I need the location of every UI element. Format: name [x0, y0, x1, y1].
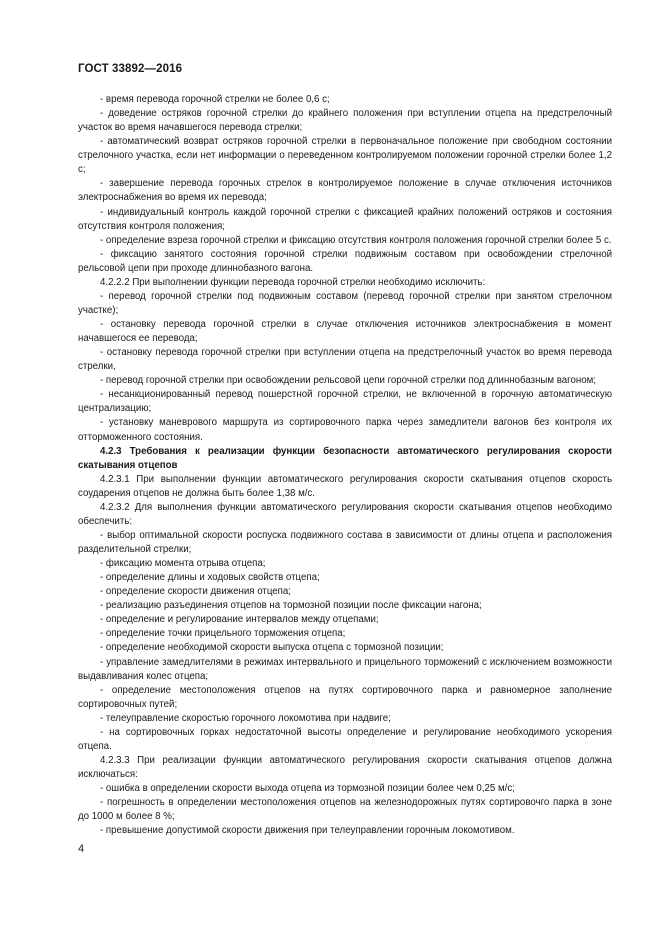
paragraph: - определение и регулирование интервалов между отцепами;: [100, 614, 379, 626]
paragraph: - определение местоположения отцепов на путях сортировочного парка и равномерное заполнение сортировочных путей;: [78, 684, 612, 710]
section-heading: 4.2.3 Требования к реализации функции безопасности автоматического регулирования скорости скатывания отцепов: [78, 445, 612, 471]
paragraph: - несанкционированный перевод пошерстной горочной стрелки, не включенной в горочную автоматическую централизацию;: [78, 389, 612, 415]
paragraph: - фиксацию занятого состояния горочной стрелки подвижным составом при освобождении стрелочной рельсовой цепи при проходе длиннобазного вагона.: [78, 248, 612, 274]
paragraph: - ошибка в определении скорости выхода отцепа из тормозной позиции более чем 0,25 м/с;: [100, 783, 515, 795]
paragraph: - индивидуальный контроль каждой горочной стрелки с фиксацией крайних положений остряков и состояния отсутствия контроля положения;: [78, 206, 612, 232]
paragraph: - определение точки прицельного торможения отцепа;: [100, 628, 346, 640]
paragraph: - определение скорости движения отцепа;: [100, 586, 291, 598]
paragraph: - на сортировочных горках недостаточной высоты определение и регулирование необходимого ускорения отцепа.: [78, 726, 612, 752]
paragraph: - перевод горочной стрелки при освобождении рельсовой цепи горочной стрелки под длиннобазным вагоном;: [100, 375, 596, 387]
paragraph: - остановку перевода горочной стрелки в случае отключения источников электроснабжения в момент начавшегося ее перевода;: [78, 319, 612, 345]
paragraph: - перевод горочной стрелки под подвижным составом (перевод горочной стрелки при занятом стрелочном участке);: [78, 290, 612, 316]
paragraph: - доведение остряков горочной стрелки до крайнего положения при вступлении отцепа на предстрелочный участок во время начавшегося перевода стрелки;: [78, 108, 612, 134]
paragraph: - телеуправление скоростью горочного локомотива при надвиге;: [100, 712, 391, 724]
document-header: ГОСТ 33892—2016: [78, 63, 183, 75]
paragraph: - время перевода горочной стрелки не более 0,6 с;: [100, 94, 330, 105]
paragraph: - превышение допустимой скорости движения при телеуправлении горочным локомотивом.: [100, 825, 515, 837]
paragraph: 4.2.3.2 Для выполнения функции автоматического регулирования скорости скатывания отцепов необходимо обеспечить:: [78, 501, 612, 527]
paragraph: 4.2.2.2 При выполнении функции перевода горочной стрелки необходимо исключить:: [100, 276, 486, 288]
paragraph: - определение взреза горочной стрелки и фиксацию отсутствия контроля положения горочной стрелки более 5 с.: [100, 234, 612, 246]
paragraph: - определение необходимой скорости выпуска отцепа с тормозной позиции;: [100, 642, 444, 654]
document-body: [78, 93, 612, 838]
paragraph: - фиксацию момента отрыва отцепа;: [100, 558, 266, 570]
paragraph: - реализацию разъединения отцепов на тормозной позиции после фиксации нагона;: [100, 600, 482, 612]
paragraph: - выбор оптимальной скорости роспуска подвижного состава в зависимости от длины отцепа и расположения разделительной стрелки;: [78, 529, 612, 555]
paragraph: - управление замедлителями в режимах интервального и прицельного торможений с исключением возможности выдавливания колес отцепа;: [78, 656, 612, 682]
paragraph: - погрешность в определении местоположения отцепов на железнодорожных путях сортировочго парка в зоне до 1000 м более 8 %;: [78, 797, 612, 823]
paragraph: - установку маневрового маршрута из сортировочного парка через замедлители вагонов без контроля их отторможенного состояния.: [78, 417, 612, 443]
paragraph: - определение длины и ходовых свойств отцепа;: [100, 572, 320, 584]
paragraph: - автоматический возврат остряков горочной стрелки в первоначальное положение при свободном состоянии стрелочного участка, если нет информации о переведенном контролируемом положении горочной стрелки более 1,2 с;: [78, 136, 612, 176]
paragraph: 4.2.3.1 При выполнении функции автоматического регулирования скорости скатывания отцепов скорость соударения отцепов не должна быть более 1,38 м/с.: [78, 473, 612, 499]
paragraph: - завершение перевода горочных стрелок в контролируемое положение в случае отключения источников электроснабжения во время их перевода;: [78, 178, 612, 204]
page-number: 4: [78, 843, 85, 855]
paragraph: 4.2.3.3 При реализации функции автоматического регулирования скорости скатывания отцепов должна исключаться:: [78, 754, 612, 780]
paragraph: - остановку перевода горочной стрелки при вступлении отцепа на предстрелочный участок во время перевода стрелки,: [78, 347, 612, 373]
